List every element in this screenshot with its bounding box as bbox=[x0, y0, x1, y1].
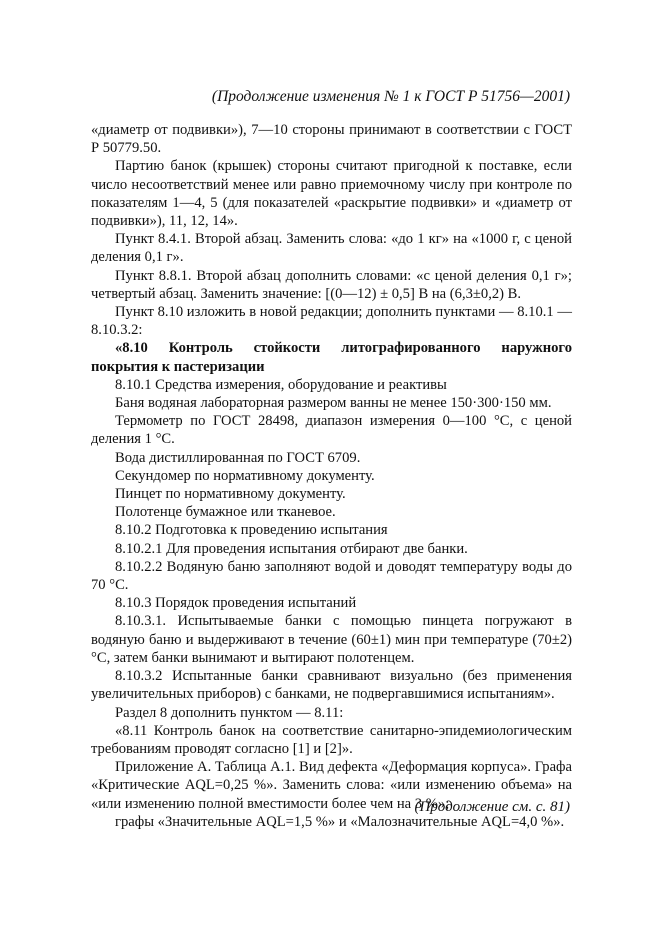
paragraph: 8.10.3.2 Испытанные банки сравнивают визуально (без применения увеличительных приборов) с банками, не подвергавшимися испытаниям». bbox=[91, 668, 572, 703]
paragraph: 8.10.2.2 Водяную баню заполняют водой и доводят температуру воды до 70 °С. bbox=[91, 558, 572, 594]
paragraph: Секундомер по нормативному документу. bbox=[115, 467, 375, 484]
paragraph: графы «Значительные AQL=1,5 %» и «Малозначительные AQL=4,0 %». bbox=[115, 813, 565, 830]
paragraph: Пункт 8.10 изложить в новой редакции; дополнить пунктами — 8.10.1 —8.10.3.2: bbox=[91, 304, 572, 339]
paragraph: «диаметр от подвивки»), 7—10 стороны принимают в соответствии с ГОСТ Р 50779.50. bbox=[91, 122, 572, 157]
paragraph: 8.10.3.1. Испытываемые банки с помощью пинцета погружают в водяную баню и выдерживают в течение (60±1) мин при температуре (70±2) °С, затем банки вынимают и вытирают полотенцем. bbox=[91, 613, 572, 666]
paragraph: Партию банок (крышек) стороны считают пригодной к поставке, если число несоответствий менее или равно приемочному числу при контроле по показателям 1—4, 5 (для показателей «раскрытие подвивки» и «диаметр от подвивки»), 11, 12, 14». bbox=[91, 158, 572, 230]
paragraph: 8.10.3 Порядок проведения испытаний bbox=[115, 595, 357, 612]
paragraph: Пункт 8.8.1. Второй абзац дополнить словами: «с ценой деления 0,1 г»; четвертый абзац. Заменить значение: [(0—12) ± 0,5] В на (6,3±0,2) В. bbox=[91, 267, 572, 302]
paragraph: Полотенце бумажное или тканевое. bbox=[115, 504, 336, 521]
paragraph: Баня водяная лабораторная размером ванны не менее 150·300·150 мм. bbox=[115, 395, 552, 412]
body-text bbox=[91, 121, 572, 831]
paragraph: Вода дистиллированная по ГОСТ 6709. bbox=[115, 449, 361, 466]
paragraph: Термометр по ГОСТ 28498, диапазон измерения 0—100 °С, с ценой деления 1 °С. bbox=[91, 413, 572, 448]
paragraph: Приложение А. Таблица А.1. Вид дефекта «Деформация корпуса». Графа «Критические AQL=0,25 %». Заменить слова: «или изменению объема» на «или изменению полной вместимости более чем на 3 %»; bbox=[91, 759, 572, 812]
paragraph: Пункт 8.4.1. Второй абзац. Заменить слова: «до 1 кг» на «1000 г, с ценой деления 0,1 г». bbox=[91, 231, 572, 266]
section-heading: «8.10 Контроль стойкости литографированного наружного покрытия к пастеризации bbox=[91, 340, 572, 375]
page-header: (Продолжение изменения № 1 к ГОСТ Р 51756—2001) bbox=[211, 88, 570, 105]
paragraph: «8.11 Контроль банок на соответствие санитарно-эпидемиологическим требованиям проводят согласно [1] и [2]». bbox=[91, 722, 572, 757]
paragraph: 8.10.2.1 Для проведения испытания отбирают две банки. bbox=[115, 540, 468, 557]
paragraph: Раздел 8 дополнить пунктом — 8.11: bbox=[115, 704, 344, 721]
paragraph: Пинцет по нормативному документу. bbox=[115, 486, 346, 503]
page-footer: (Продолжение см. с. 81) bbox=[414, 799, 570, 815]
paragraph: 8.10.1 Средства измерения, оборудование и реактивы bbox=[115, 376, 447, 393]
paragraph: 8.10.2 Подготовка к проведению испытания bbox=[115, 522, 388, 539]
